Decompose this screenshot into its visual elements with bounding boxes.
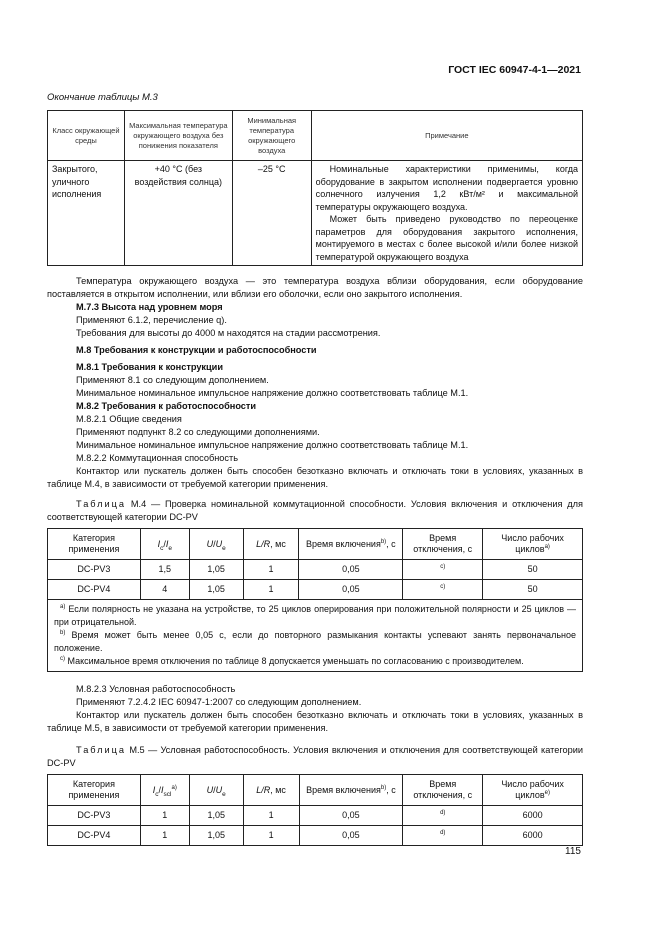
table-m5-header-cycles: Число рабочих циклов$^{e)}$ (483, 775, 583, 806)
table-row (48, 806, 583, 826)
table-m4-header-cycles: Число рабочих циклов$^{a)}$ (483, 529, 583, 560)
table-m4-label: Таблица (76, 499, 127, 509)
table-m3-header-max-temp: Максимальная температура окружающего воздуха без понижения показателя (124, 111, 232, 161)
table-m4-header-lr: L/R, мс (243, 529, 299, 560)
table-m4-cell: 1,05 (189, 580, 243, 600)
table-m4-cell: 1 (243, 580, 299, 600)
table-m5-cell: 0,05 (299, 826, 403, 846)
table-m5-cell: 0,05 (299, 806, 403, 826)
table-m5-caption (47, 744, 583, 770)
table-m4-cell: 0,05 (299, 560, 403, 580)
paragraph-m821-1: Применяют подпункт 8.2 со следующими дополнениями. (76, 427, 320, 437)
table-m5-header-category: Категория применения (48, 775, 141, 806)
table-m3-note-p1: Номинальные характеристики применимы, когда оборудование в закрытом исполнении подвергается уровню солнечного излучения 1,2 кВт/м² и максимальной температуры окружающего воздуха. (315, 164, 578, 212)
table-m5-cell: 1,05 (189, 806, 243, 826)
table-m4-cell: 0,05 (299, 580, 403, 600)
standard-header: ГОСТ IEC 60947-4-1—2021 (448, 64, 581, 76)
table-m5-header-ic-isc: $I_c/I_{scl}^{a)}$ (140, 775, 189, 806)
footnote-b: $^{b)}$ Время может быть менее 0,05 с, если до повторного размыкания контакты успевают занять первоначальное положение. (54, 630, 576, 653)
table-m3-cell-class: Закрытого, уличного исполнения (48, 161, 125, 266)
section-m823-title: М.8.2.3 Условная работоспособность (76, 684, 236, 694)
section-m73-title: М.7.3 Высота над уровнем моря (76, 302, 223, 312)
table-m5-header-lr: L/R, мс (243, 775, 299, 806)
table-m4-cell: c) (403, 580, 483, 600)
table-m3-header-note: Примечание (311, 111, 582, 161)
table-m5-header-off-time: Время отключения, с (403, 775, 483, 806)
paragraph-m81-1: Применяют 8.1 со следующим дополнением. (76, 375, 269, 385)
table-m4-caption-text: М.4 — Проверка номинальной коммутационной способности. Условия включения и отключения для соответствующей категории DC-PV (47, 499, 583, 522)
table-m4-cell: 1 (243, 560, 299, 580)
table-m4-header-on-time: Время включения$^{b)}$, с (299, 529, 403, 560)
paragraph-m823-2: Контактор или пускатель должен быть способен безотказно включать и отключать токи в условиях, указанных в таблице М.5, в зависимости от требуемой категории применения. (47, 710, 583, 733)
table-m4-cell: c) (403, 560, 483, 580)
table-m5-header-u-ue: $U/U_e$ (189, 775, 243, 806)
table-m5-cell: 1,05 (189, 826, 243, 846)
table-m3-cell-max-temp: +40 °C (без воздействия солнца) (124, 161, 232, 266)
paragraph-m822-1: Контактор или пускатель должен быть способен безотказно включать и отключать токи в условиях, указанных в таблице М.4, в зависимости от требуемой категории применения. (47, 466, 583, 489)
footnote-c: $^{c)}$ Максимальное время отключения по таблице 8 допускается уменьшать по согласованию с производителем. (60, 656, 524, 666)
table-m5-cell: d) (403, 806, 483, 826)
paragraph-m73-1: Применяют 6.1.2, перечисление q). (76, 315, 227, 325)
table-m3 (47, 110, 583, 266)
table-row (48, 580, 583, 600)
table-m3-header-class: Класс окружающей среды (48, 111, 125, 161)
table-m4 (47, 528, 583, 672)
paragraph-m821-2: Минимальное номинальное импульсное напряжение должно соответствовать таблице М.1. (76, 440, 469, 450)
table-row (48, 826, 583, 846)
paragraph-m73-2: Требования для высоты до 4000 м находятся на стадии рассмотрения. (76, 328, 381, 338)
table-m3-header-min-temp: Минимальная температура окружающего воздуха (232, 111, 311, 161)
table-m5-cell: d) (403, 826, 483, 846)
table-m4-cell: 50 (483, 580, 583, 600)
table-m5-cell: 6000 (483, 806, 583, 826)
table-m5-cell: DC-PV4 (48, 826, 141, 846)
table-m5-cell: 1 (140, 806, 189, 826)
table-m5-cell: DC-PV3 (48, 806, 141, 826)
table-m4-cell: DC-PV4 (48, 580, 141, 600)
table-m5-caption-text: М.5 — Условная работоспособность. Условия включения и отключения для соответствующей категории DC-PV (47, 745, 583, 768)
table-m5-cell: 6000 (483, 826, 583, 846)
table-m3-cell-note (311, 161, 582, 266)
section-m82-title: М.8.2 Требования к работоспособности (76, 401, 257, 411)
table-row (48, 560, 583, 580)
table-m3-note-p2: Может быть приведено руководство по переоценке параметров для оборудования закрытого исполнения, монтируемого в местах с более высокой и/или более низкой температурой окружающего воздуха (315, 214, 578, 262)
table-m5-cell: 1 (243, 826, 299, 846)
paragraph-m81-2: Минимальное номинальное импульсное напряжение должно соответствовать таблице М.1. (76, 388, 469, 398)
section-m8-title: М.8 Требования к конструкции и работоспособности (76, 345, 317, 355)
table-m4-header-ic-ie: $I_c/I_e$ (140, 529, 189, 560)
footnote-a: $^{a)}$ Если полярность не указана на устройстве, то 25 циклов оперирования при положительной полярности и 25 циклов — при отрицательной. (54, 604, 576, 627)
paragraph-ambient: Температура окружающего воздуха — это температура воздуха вблизи оборудования, если оборудование поставляется в открытом исполнении, или вблизи его оболочки, если оно закрытого исполнения. (47, 276, 583, 299)
main-text (47, 275, 583, 846)
table-m5-cell: 1 (243, 806, 299, 826)
table-m4-cell: 1,5 (140, 560, 189, 580)
paragraph-m823-1: Применяют 7.2.4.2 IEC 60947-1:2007 со следующим дополнением. (76, 697, 362, 707)
section-m822-title: М.8.2.2 Коммутационная способность (76, 453, 239, 463)
table-m3-cell-min-temp: –25 °C (232, 161, 311, 266)
table-m5-header-on-time: Время включения$^{b)}$, с (299, 775, 403, 806)
table-m4-cell: 4 (140, 580, 189, 600)
table-m3-caption: Окончание таблицы М.3 (47, 92, 158, 103)
section-m821-title: М.8.2.1 Общие сведения (76, 414, 182, 424)
table-m4-header-category: Категория применения (48, 529, 141, 560)
page-number: 115 (565, 846, 581, 857)
table-m5-cell: 1 (140, 826, 189, 846)
table-m4-cell: 1,05 (189, 560, 243, 580)
table-m4-header-u-ue: $U/U_e$ (189, 529, 243, 560)
table-m5 (47, 774, 583, 846)
table-m4-header-off-time: Время отключения, с (403, 529, 483, 560)
table-m5-label: Таблица (76, 745, 127, 755)
table-m4-cell: 50 (483, 560, 583, 580)
table-m4-caption (47, 498, 583, 524)
section-m81-title: М.8.1 Требования к конструкции (76, 362, 223, 372)
table-m4-cell: DC-PV3 (48, 560, 141, 580)
table-m4-footnotes (48, 600, 583, 672)
